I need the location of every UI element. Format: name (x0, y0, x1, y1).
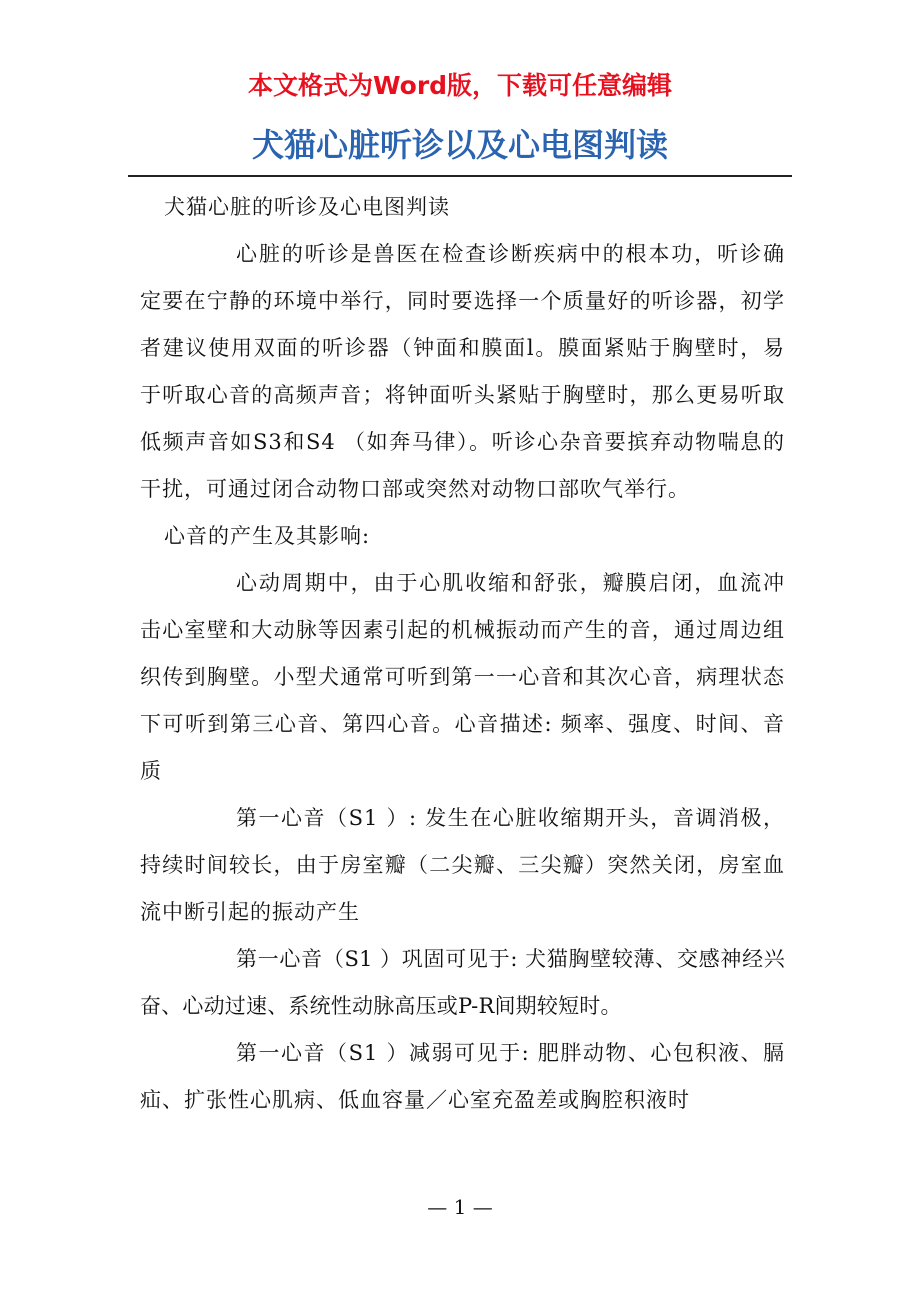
paragraph-auscultation-intro: 心脏的听诊是兽医在检查诊断疾病中的根本功，听诊确定要在宁静的环境中举行，同时要选择一个质量好的听诊器，初学者建议使用双面的听诊器（钟面和膜面l。膜面紧贴于胸壁时，易于听取心音的高频声音；将钟面听头紧贴于胸壁时，那么更易听取低频声音如S3和S4 （如奔马律）。听诊心杂音要摈弃动物喘息的干扰，可通过闭合动物口部或突然对动物口部吹气举行。 (140, 242, 785, 501)
page-number: — 1 — (427, 1195, 493, 1219)
paragraph-heading-heart-sounds: 心音的产生及其影响: (164, 524, 371, 548)
paragraph-s1-weakened: 第一心音（S1 ）减弱可见于: 肥胖动物、心包积液、膈疝、扩张性心肌病、低血容量／心室充盈差或胸腔积液时 (140, 1041, 785, 1112)
document-title: 犬猫心脏听诊以及心电图判读 (251, 126, 668, 164)
document-body (140, 184, 785, 1124)
header-rule (128, 175, 792, 177)
paragraph-s1-description: 第一心音（S1 ）: 发生在心脏收缩期开头，音调消极，持续时间较长，由于房室瓣（二尖瓣、三尖瓣）突然关闭，房室血流中断引起的振动产生 (140, 806, 785, 924)
banner-text: 本文格式为Word版，下载可任意编辑 (247, 71, 673, 100)
paragraph-heart-sound-origin: 心动周期中，由于心肌收缩和舒张，瓣膜启闭，血流冲击心室壁和大动脉等因素引起的机械振动而产生的音，通过周边组织传到胸壁。小型犬通常可听到第一一心音和其次心音，病理状态下可听到第三心音、第四心音。心音描述: 频率、强度、时间、音质 (140, 571, 785, 783)
paragraph-subtitle: 犬猫心脏的听诊及心电图判读 (164, 195, 450, 219)
paragraph-s1-enhanced: 第一心音（S1 ）巩固可见于: 犬猫胸壁较薄、交感神经兴奋、心动过速、系统性动脉高压或P-R间期较短时。 (140, 947, 785, 1018)
